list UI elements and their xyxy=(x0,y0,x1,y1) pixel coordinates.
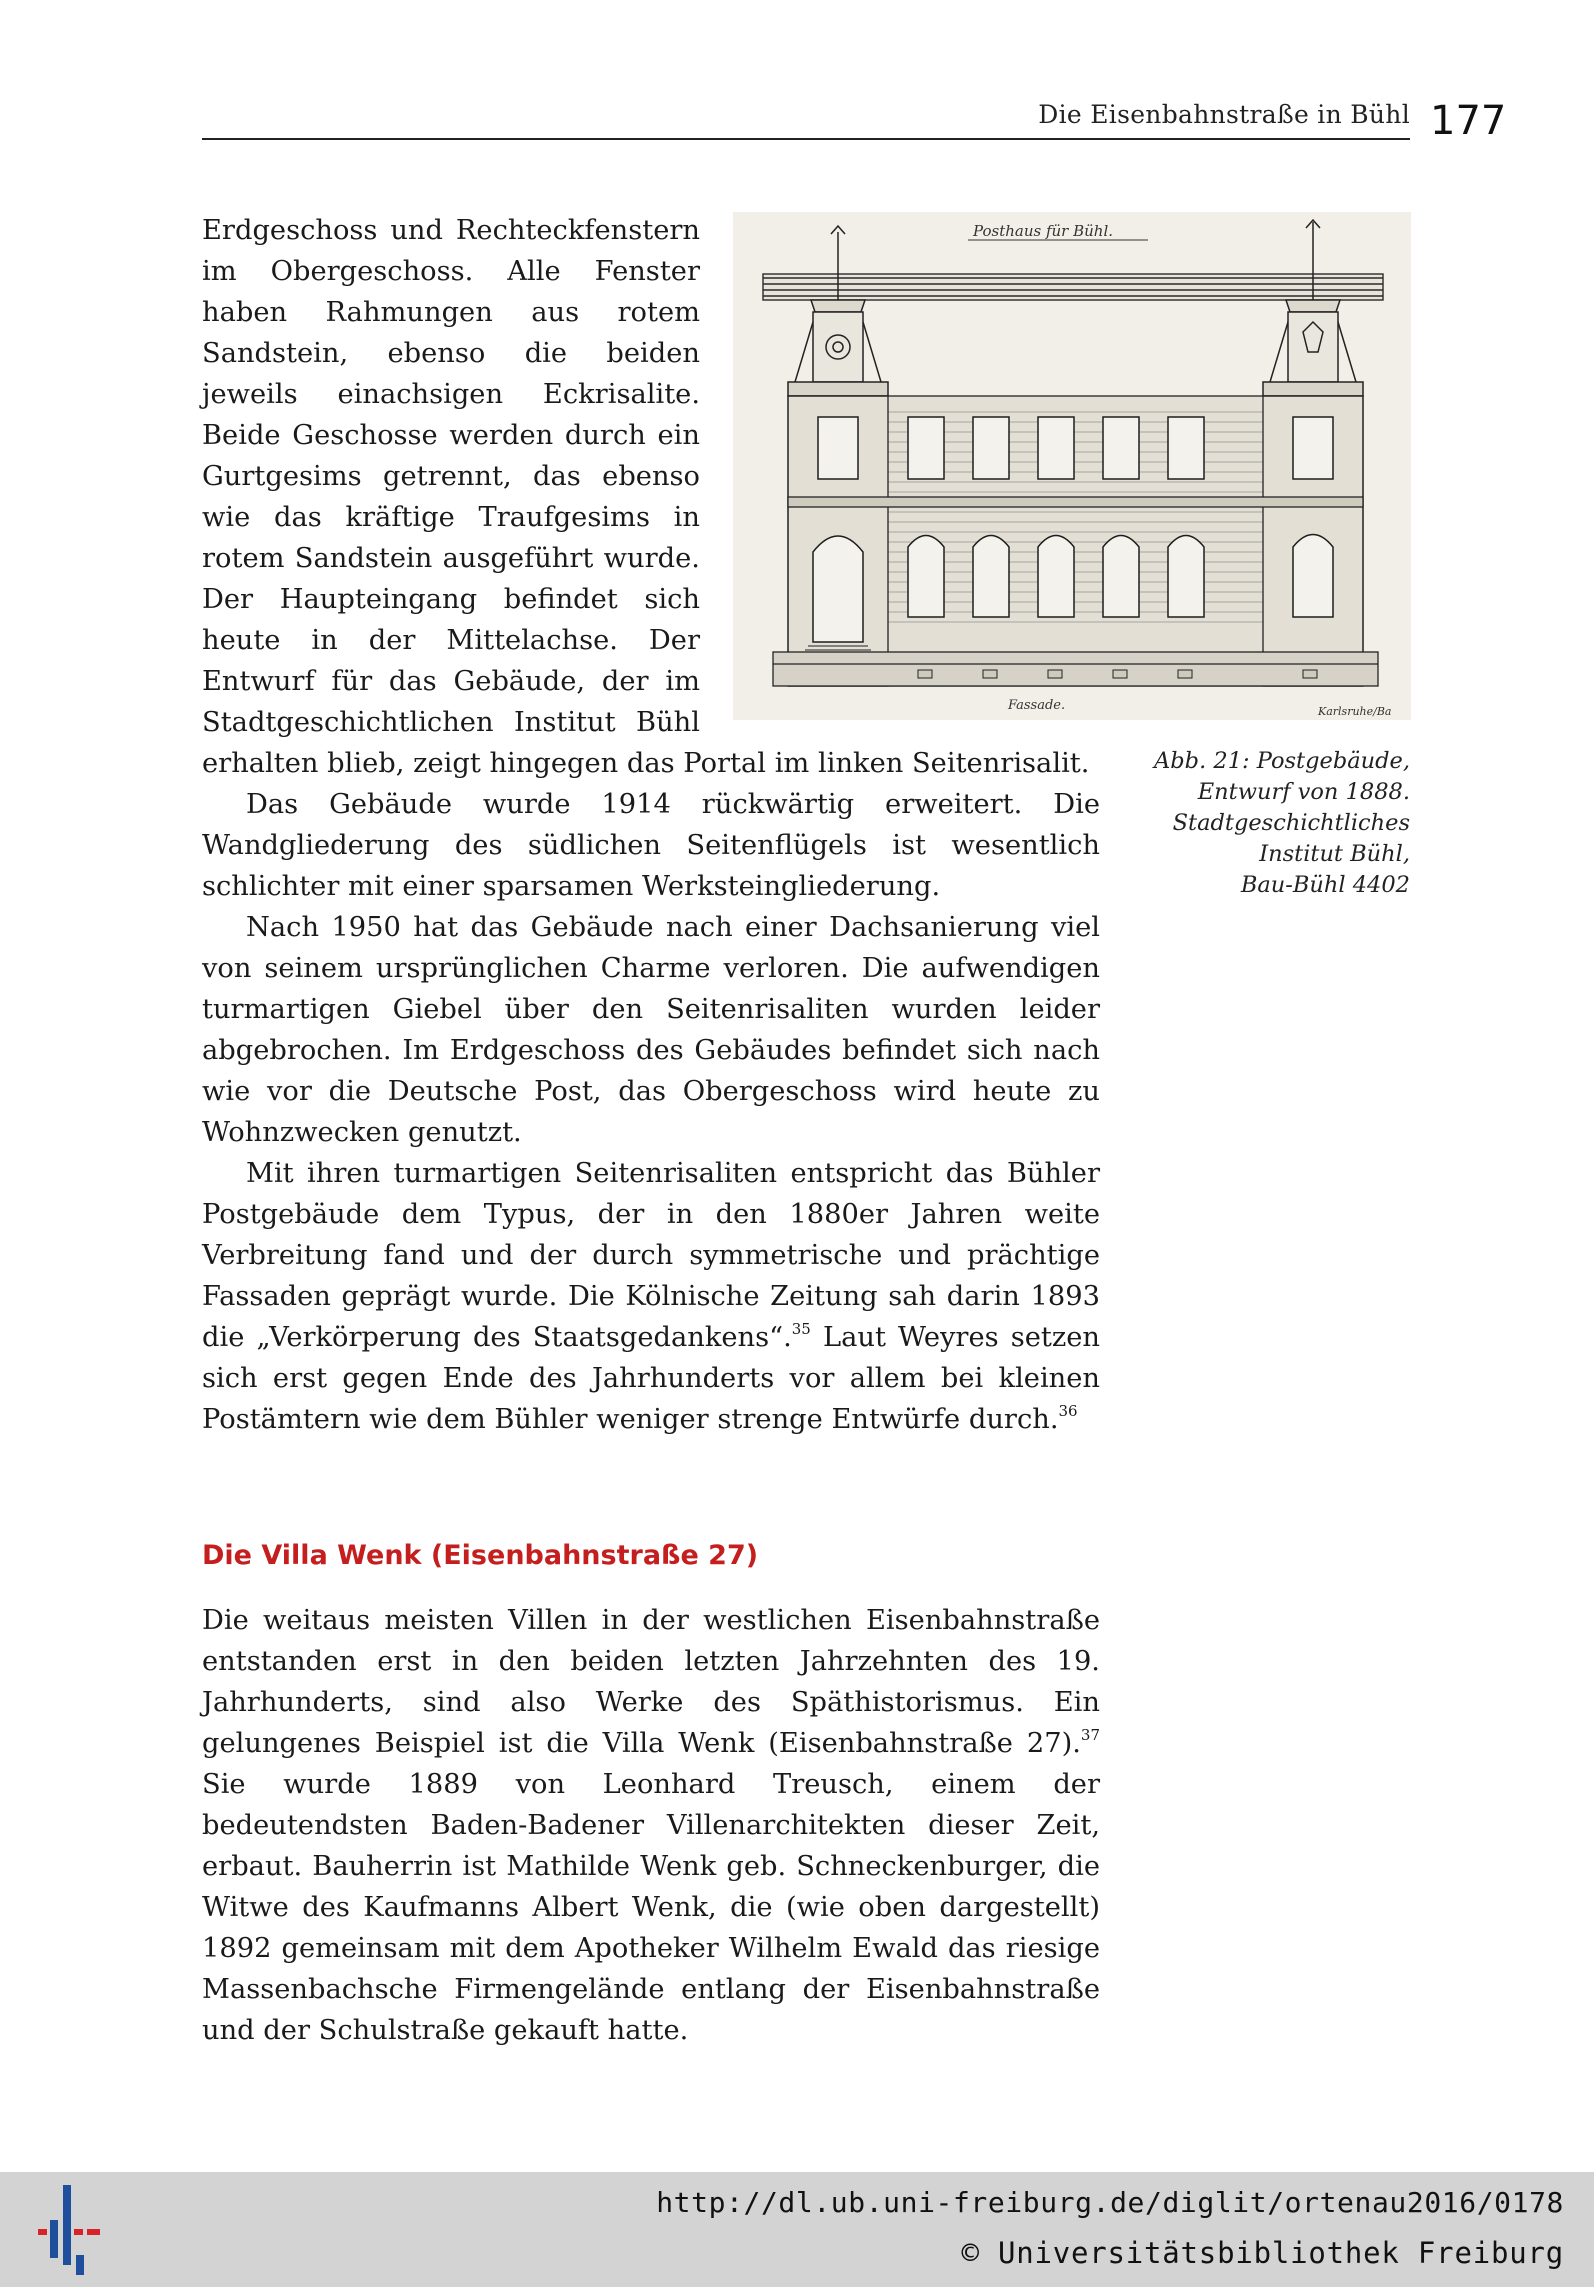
main-body-text xyxy=(202,210,1100,1440)
paragraph xyxy=(202,1153,1100,1440)
drawing-inscription-corner: Karlsruhe/Ba xyxy=(1318,705,1392,718)
caption-line: Bau-Bühl 4402 xyxy=(1240,872,1410,898)
paragraph: Das Gebäude wurde 1914 rückwärtig erweitert. Die Wandgliederung des südlichen Seitenflügels ist wesentlich schlichter mit einer sparsamen Werksteingliederung. xyxy=(202,789,1100,902)
paragraph: Erdgeschoss und Rechteckfenstern im Obergeschoss. Alle Fenster haben Rahmungen aus rotem Sandstein, ebenso die beiden jeweils einachsigen Eckrisalite. Beide Geschosse werden durch ein Gurtgesims getrennt, das ebenso wie das kräftige Traufgesims in rotem Sandstein ausgeführt wurde. Der Haupteingang befindet sich heute in der Mittelachse. Der Entwurf für das Gebäude, der im Stadtgeschichtlichen Institut Bühl erhalten blieb, zeigt hingegen das Portal im linken Seitenrisalit. xyxy=(202,215,1090,779)
header-rule xyxy=(202,138,1410,140)
paragraph-text: Die weitaus meisten Villen in der westlichen Eisenbahnstraße entstanden erst in den beiden letzten Jahrzehnten des 19. Jahrhunderts, sind also Werke des Späthistorismus. Ein gelungenes Beispiel ist die Villa Wenk (Eisenbahnstraße 27). xyxy=(202,1605,1100,1759)
ub-freiburg-logo-icon xyxy=(38,2185,100,2280)
footnote-marker[interactable]: 35 xyxy=(791,1320,811,1338)
paragraph-text: Laut Weyres setzen sich erst gegen Ende des Jahrhunderts vor allem bei kleinen Postämtern wie dem Bühler weniger strenge Entwürfe durch. xyxy=(202,1322,1100,1435)
section-heading: Die Villa Wenk (Eisenbahnstraße 27) xyxy=(202,1540,759,1571)
footer-copyright: © Universitätsbibliothek Freiburg xyxy=(961,2236,1564,2270)
paragraph xyxy=(202,1600,1100,2051)
drawing-inscription-top: Posthaus für Bühl. xyxy=(973,222,1114,240)
footer-url-link[interactable]: http://dl.ub.uni-freiburg.de/diglit/ortenau2016/0178 xyxy=(656,2186,1564,2219)
figure-wrap-space xyxy=(730,210,1410,730)
paragraph-text: Sie wurde 1889 von Leonhard Treusch, einem der bedeutendsten Baden-Badener Villenarchitekten dieser Zeit, erbaut. Bauherrin ist Mathilde Wenk geb. Schneckenburger, die Witwe des Kaufmanns Albert Wenk, die (wie oben dargestellt) 1892 gemeinsam mit dem Apotheker Wilhelm Ewald das riesige Massenbachsche Firmengelände entlang der Eisenbahnstraße und der Schulstraße gekauft hatte. xyxy=(202,1769,1100,2046)
page-number: 177 xyxy=(1430,98,1507,144)
section-body-text xyxy=(202,1600,1100,2051)
caption-line: Entwurf von 1888. xyxy=(1197,779,1410,805)
footnote-marker[interactable]: 36 xyxy=(1058,1402,1078,1420)
figure-caption xyxy=(1100,746,1410,901)
running-title: Die Eisenbahnstraße in Bühl xyxy=(1038,100,1410,129)
footnote-marker[interactable]: 37 xyxy=(1080,1726,1100,1744)
caption-line: Institut Bühl, xyxy=(1259,841,1410,867)
paragraph: Nach 1950 hat das Gebäude nach einer Dachsanierung viel von seinem ursprünglichen Charme verloren. Die aufwendigen turmartigen Giebel über den Seitenrisaliten wurden leider abgebrochen. Im Erdgeschoss des Gebäudes befindet sich nach wie vor die Deutsche Post, das Obergeschoss wird heute zu Wohnzwecken genutzt. xyxy=(202,912,1100,1148)
paragraph-text: Mit ihren turmartigen Seitenrisaliten entspricht das Bühler Postgebäude dem Typus, der in den 1880er Jahren weite Verbreitung fand und der durch symmetrische und prächtige Fassaden geprägt wurde. Die Kölnische Zeitung sah darin 1893 die „Verkörperung des Staatsgedankens“. xyxy=(202,1158,1100,1353)
caption-line: Abb. 21: Postgebäude, xyxy=(1154,748,1410,774)
caption-line: Stadtgeschichtliches xyxy=(1172,810,1410,836)
drawing-inscription-bottom: Fassade. xyxy=(1008,698,1066,713)
